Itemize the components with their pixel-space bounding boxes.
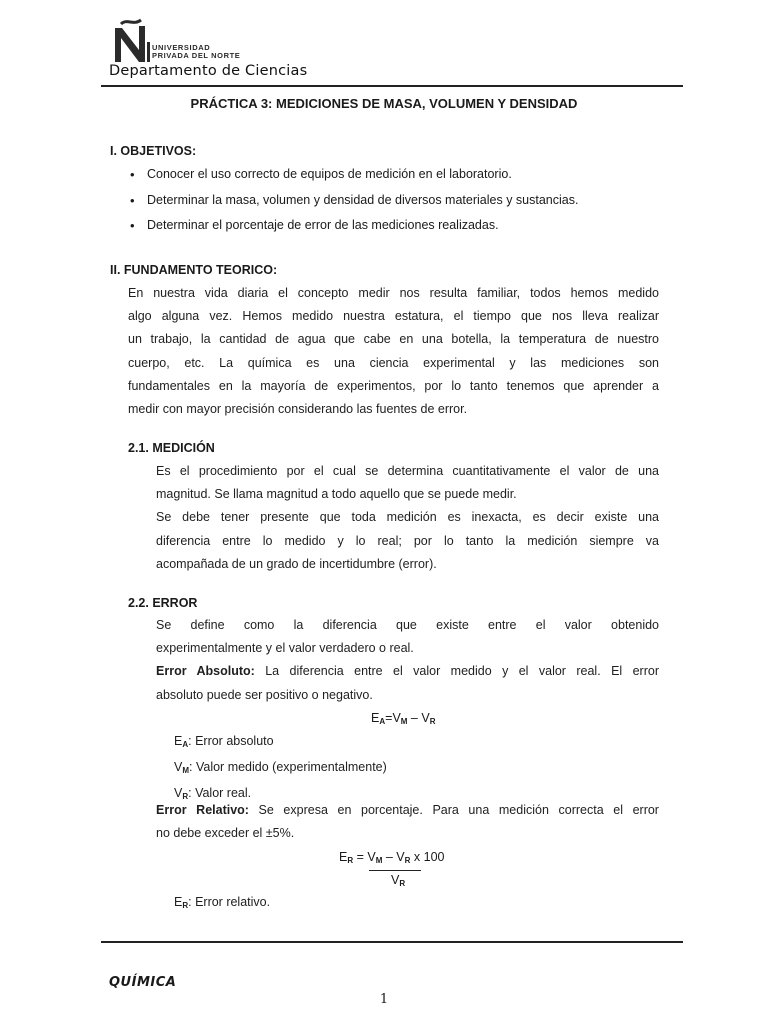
formula-error-relativo: $E_R = V_M - V_R$ x 100 [339,850,445,865]
medicion-heading: 2.1. MEDICIÓN [128,441,215,455]
definition-item: $E_R$: Error relativo. [174,895,271,910]
page-title: PRÁCTICA 3: MEDICIONES DE MASA, VOLUMEN Y DENSIDAD [190,96,578,111]
fundamento-paragraph [128,282,659,421]
text-line: medir con mayor precisión considerando las fuentes de error. [128,402,468,417]
university-name [152,44,240,60]
definition-item: $V_M$: Valor medido (experimentalmente) [174,760,387,776]
error-relativo-label: Error Relativo: [156,803,249,817]
text-line: experimentalmente y el valor verdadero o real. [156,641,414,656]
header-rule [101,85,683,87]
logo-n-mark [115,26,145,62]
formula-denominator: $V_R$ [391,873,406,888]
text-line: Es el procedimiento por el cual se determina cuantitativamente el valor de una [156,464,659,478]
definitions-relativo [174,891,270,917]
text-line: diferencia entre lo medido y lo real; por lo tanto la medición siempre va [156,533,659,548]
text-line: Se define como la diferencia que existe entre el valor obtenido [156,618,659,632]
text-line: absoluto puede ser positivo o negativo. [156,687,373,702]
text-line: algo alguna vez. Hemos medido nuestra estatura, el tiempo que nos lleva realizar [128,309,659,324]
page-number: 1 [379,992,389,1007]
medicion-paragraph [156,460,659,576]
text-line: Error Absoluto: La diferencia entre el valor medido y el valor real. El error [156,664,659,679]
department-name: Departamento de Ciencias [109,63,308,79]
university-line2: PRIVADA DEL NORTE [152,51,241,60]
footer-subject: QUÍMICA [109,975,177,990]
definitions-absoluto [174,730,387,809]
text-line: cuerpo, etc. La química es una ciencia experimental y las mediciones son [128,355,659,370]
text-line: En nuestra vida diaria el concepto medir nos resulta familiar, todos hemos medido [128,286,659,300]
text-line: Se debe tener presente que toda medición es inexacta, es decir existe una [156,510,659,525]
error-relativo-paragraph [156,799,659,845]
error-paragraph [156,614,659,707]
definition-item: $E_A$: Error absoluto [174,734,274,749]
university-line1: UNIVERSIDAD [152,43,211,52]
definition-item: $V_R$: Valor real. [174,786,252,802]
text-line: magnitud. Se llama magnitud a todo aquello que se puede medir. [156,487,517,502]
text-line: fundamentales en la mayoría de experimentos, por lo tanto tenemos que aprender a [128,378,659,393]
list-item: • Conocer el uso correcto de equipos de medición en el laboratorio. [129,162,689,188]
error-heading: 2.2. ERROR [128,596,198,610]
formula-error-absoluto: $E_A=V_M - V_R$ [371,711,436,726]
list-item: • Determinar la masa, volumen y densidad de diversos materiales y sustancias. [129,188,689,214]
footer-rule [101,941,683,943]
text-line: acompañada de un grado de incertidumbre (error). [156,556,437,571]
text-line: no debe exceder el ±5%. [156,826,295,841]
text-line: Error Relativo: Se expresa en porcentaje. Para una medición correcta el error [156,803,659,817]
logo-tilde-mark [121,20,141,24]
text-line: un trabajo, la cantidad de agua que cabe en una botella, la temperatura de nuestro [128,332,659,347]
objetivos-list [129,162,689,239]
list-item: • Determinar el porcentaje de error de las mediciones realizadas. [129,213,689,239]
fundamento-heading: II. FUNDAMENTO TEORICO: [110,263,278,277]
error-absoluto-label: Error Absoluto: [156,664,255,679]
objetivos-heading: I. OBJETIVOS: [110,144,197,158]
fraction-bar [369,870,421,871]
